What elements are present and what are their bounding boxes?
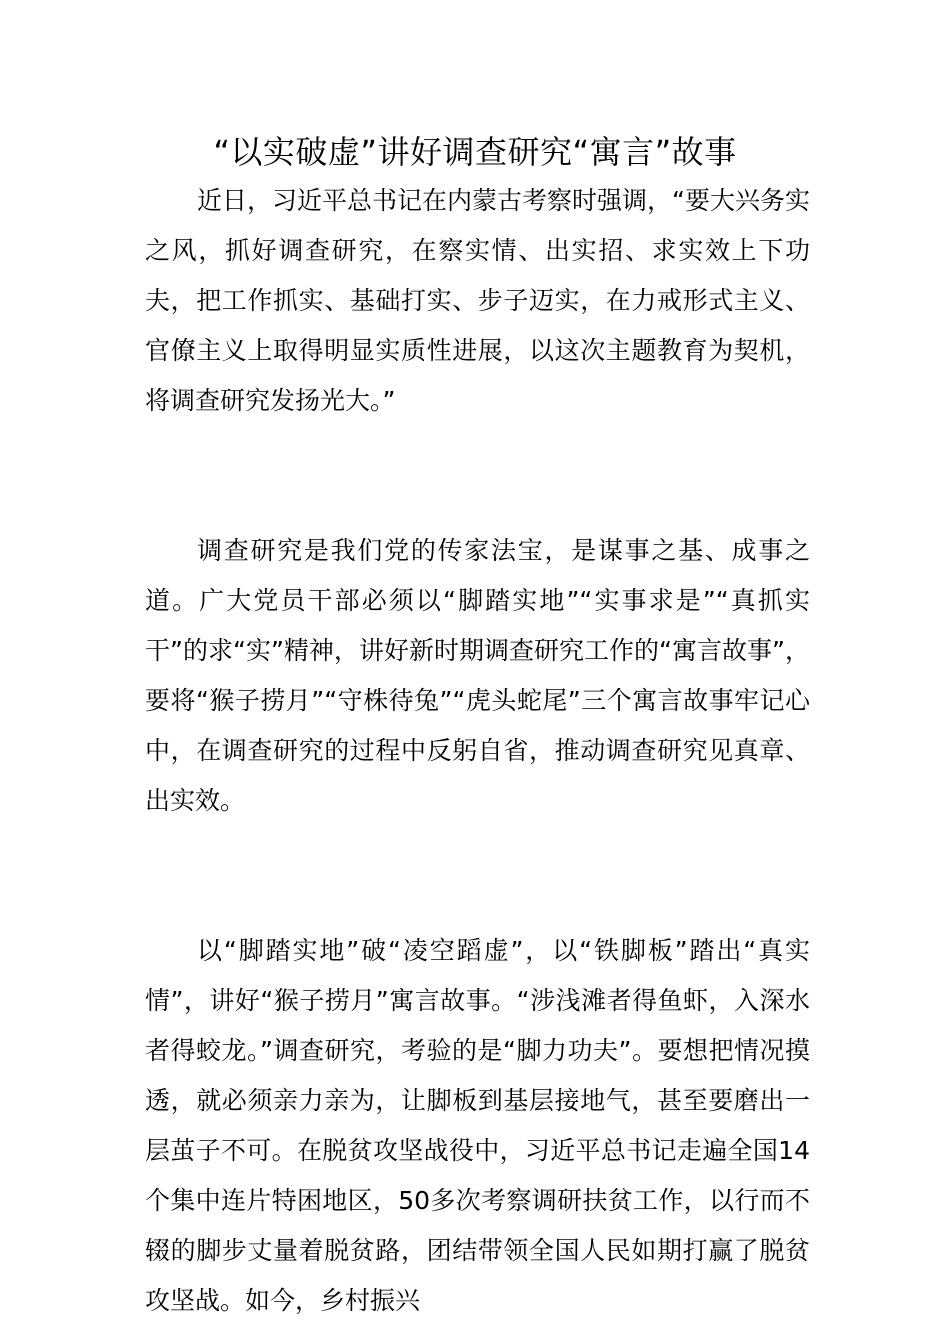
paragraph-gap xyxy=(145,476,810,526)
paragraph-1: 近日，习近平总书记在内蒙古考察时强调，“要大兴务实之风，抓好调查研究，在察实情、出实招、求实效上下功夫，把工作抓实、基础打实、步子迈实，在力戒形式主义、官僚主义上取得明显实质性进展，以这次主题教育为契机，将调查研究发扬光大。” xyxy=(145,186,810,415)
paragraph-gap xyxy=(145,826,810,876)
paragraph-gap xyxy=(145,876,810,926)
paragraph-gap xyxy=(145,426,810,476)
document-title: “以实破虚”讲好调查研究“寓言”故事 xyxy=(213,133,737,171)
document-body xyxy=(145,176,810,1326)
paragraph-2: 调查研究是我们党的传家法宝，是谋事之基、成事之道。广大党员干部必须以“脚踏实地”“实事求是”“真抓实干”的求“实”精神，讲好新时期调查研究工作的“寓言故事”，要将“猴子捞月”“守株待兔”“虎头蛇尾”三个寓言故事牢记心中，在调查研究的过程中反躬自省，推动调查研究见真章、出实效。 xyxy=(145,536,810,815)
paragraph-3: 以“脚踏实地”破“凌空蹈虚”，以“铁脚板”踏出“真实情”，讲好“猴子捞月”寓言故事。“涉浅滩者得鱼虾，入深水者得蛟龙。”调查研究，考验的是“脚力功夫”。要想把情况摸透，就必须亲力亲为，让脚板到基层接地气，甚至要磨出一层茧子不可。在脱贫攻坚战役中，习近平总书记走遍全国14个集中连片特困地区，50多次考察调研扶贫工作，以行而不辍的脚步丈量着脱贫路，团结带领全国人民如期打赢了脱贫攻坚战。如今，乡村振兴 xyxy=(145,936,810,1315)
